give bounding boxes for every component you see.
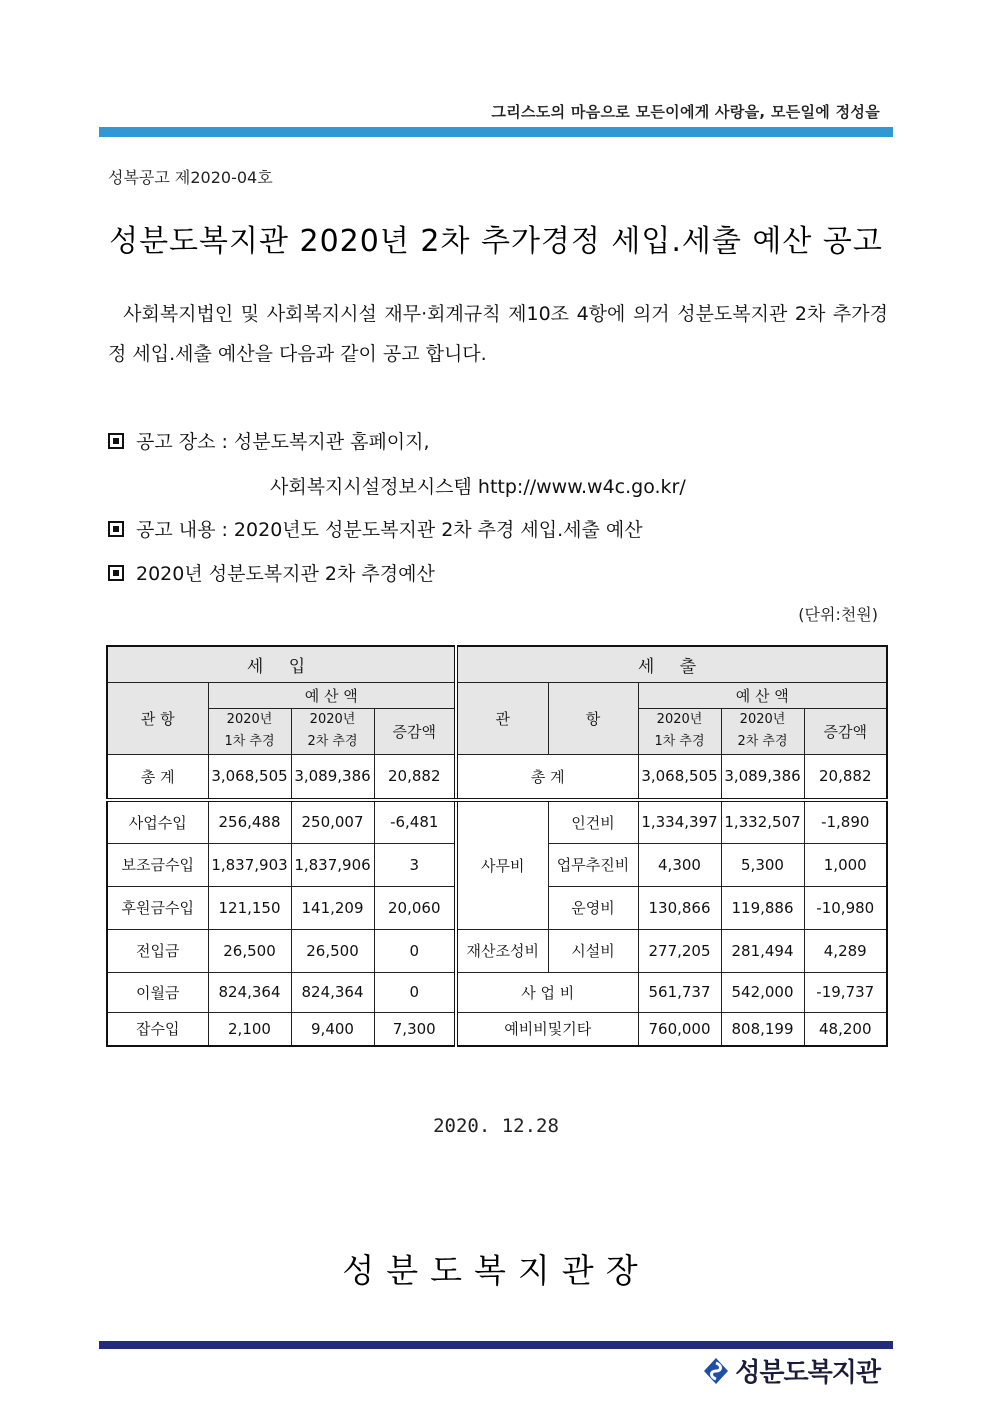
exp-gwan-office: 사무비	[456, 800, 548, 929]
rev-first: 824,364	[208, 972, 291, 1012]
revenue-section-header: 세 입	[107, 646, 456, 682]
header-exp-second: 2020년 2차 추경	[721, 708, 804, 754]
exp-first: 4,300	[638, 843, 721, 886]
rev-label: 잡수입	[107, 1012, 208, 1046]
table-row	[107, 929, 887, 972]
exp-second: 808,199	[721, 1012, 804, 1046]
total-rev-change: 20,882	[374, 754, 456, 800]
expense-section-header: 세 출	[456, 646, 887, 682]
total-exp-label: 총 계	[456, 754, 638, 800]
table-header-row	[107, 682, 887, 708]
square-bullet-icon	[108, 521, 124, 537]
header-expense-budget: 예 산 액	[638, 682, 887, 708]
exp-change: 48,200	[804, 1012, 887, 1046]
rev-second: 26,500	[291, 929, 374, 972]
header-gwanhang: 관 항	[107, 682, 208, 754]
header-rev-change: 증감액	[374, 708, 456, 754]
top-accent-bar	[99, 127, 893, 137]
rev-change: -6,481	[374, 800, 456, 843]
header-rev-first: 2020년 1차 추경	[208, 708, 291, 754]
place-label: 공고 장소 : 성분도복지관 홈페이지,	[136, 431, 430, 453]
rev-first: 26,500	[208, 929, 291, 972]
exp-change: -1,890	[804, 800, 887, 843]
exp-second: 281,494	[721, 929, 804, 972]
exp-label: 업무추진비	[548, 843, 638, 886]
exp-second: 5,300	[721, 843, 804, 886]
bullet-place	[108, 427, 430, 454]
unit-label: (단위:천원)	[798, 605, 878, 624]
rev-second: 250,007	[291, 800, 374, 843]
total-rev-second: 3,089,386	[291, 754, 374, 800]
logo-text: 성분도복지관	[735, 1358, 880, 1388]
rev-second: 824,364	[291, 972, 374, 1012]
rev-second: 9,400	[291, 1012, 374, 1046]
table-row	[107, 800, 887, 843]
table-row	[107, 972, 887, 1012]
rev-first: 1,837,903	[208, 843, 291, 886]
header-exp-change: 증감액	[804, 708, 887, 754]
logo-mark-icon	[701, 1356, 731, 1386]
content-label: 공고 내용 : 2020년도 성분도복지관 2차 추경 세입.세출 예산	[136, 519, 643, 541]
rev-label: 전입금	[107, 929, 208, 972]
budget-table	[106, 645, 888, 1047]
exp-label: 인건비	[548, 800, 638, 843]
rev-change: 7,300	[374, 1012, 456, 1046]
rev-change: 0	[374, 972, 456, 1012]
header-revenue-budget: 예 산 액	[208, 682, 456, 708]
exp-change: -19,737	[804, 972, 887, 1012]
total-exp-second: 3,089,386	[721, 754, 804, 800]
header-gwan: 관	[456, 682, 548, 754]
exp-first: 561,737	[638, 972, 721, 1012]
header-rev-second: 2020년 2차 추경	[291, 708, 374, 754]
exp-change: -10,980	[804, 886, 887, 929]
rev-first: 256,488	[208, 800, 291, 843]
exp-change: 1,000	[804, 843, 887, 886]
rev-second: 1,837,906	[291, 843, 374, 886]
rev-first: 121,150	[208, 886, 291, 929]
exp-label: 시설비	[548, 929, 638, 972]
rev-label: 후원금수입	[107, 886, 208, 929]
rev-change: 20,060	[374, 886, 456, 929]
bullet-place-line2: 사회복지시설정보시스템 http://www.w4c.go.kr/	[270, 476, 686, 498]
intro-text: 사회복지법인 및 사회복지시설 재무·회계규칙 제10조 4항에 의거 성분도복지관 2차 추가경정 세입.세출 예산을 다음과 같이 공고 합니다.	[108, 303, 888, 365]
exp-first: 1,334,397	[638, 800, 721, 843]
intro-paragraph	[108, 294, 888, 374]
exp-second: 542,000	[721, 972, 804, 1012]
signer-name: 성분도복지관장	[342, 1251, 650, 1290]
total-exp-change: 20,882	[804, 754, 887, 800]
total-label: 총 계	[107, 754, 208, 800]
budget-label: 2020년 성분도복지관 2차 추경예산	[136, 563, 435, 585]
document-number: 성복공고 제2020-04호	[108, 168, 273, 187]
exp-second: 119,886	[721, 886, 804, 929]
rev-second: 141,209	[291, 886, 374, 929]
header-hang: 항	[548, 682, 638, 754]
total-row	[107, 754, 887, 800]
header-exp-first: 2020년 1차 추경	[638, 708, 721, 754]
exp-label: 운영비	[548, 886, 638, 929]
exp-change: 4,289	[804, 929, 887, 972]
exp-gwan-reserve: 예비비및기타	[456, 1012, 638, 1046]
exp-second: 1,332,507	[721, 800, 804, 843]
bullet-content	[108, 515, 643, 542]
exp-first: 277,205	[638, 929, 721, 972]
motto-text: 그리스도의 마음으로 모든이에게 사랑을, 모든일에 정성을	[491, 103, 880, 121]
rev-label: 사업수입	[107, 800, 208, 843]
organization-logo	[701, 1352, 880, 1389]
square-bullet-icon	[108, 433, 124, 449]
notice-date: 2020. 12.28	[433, 1115, 559, 1137]
total-exp-first: 3,068,505	[638, 754, 721, 800]
page-title: 성분도복지관 2020년 2차 추가경정 세입.세출 예산 공고	[109, 224, 883, 259]
rev-first: 2,100	[208, 1012, 291, 1046]
bullet-budget	[108, 559, 435, 586]
table-row	[107, 1012, 887, 1046]
bottom-accent-bar	[99, 1341, 893, 1349]
rev-change: 3	[374, 843, 456, 886]
square-bullet-icon	[108, 565, 124, 581]
exp-first: 130,866	[638, 886, 721, 929]
rev-label: 보조금수입	[107, 843, 208, 886]
rev-label: 이월금	[107, 972, 208, 1012]
table-section-header-row	[107, 646, 887, 682]
rev-change: 0	[374, 929, 456, 972]
exp-gwan-business: 사 업 비	[456, 972, 638, 1012]
exp-gwan-asset: 재산조성비	[456, 929, 548, 972]
exp-first: 760,000	[638, 1012, 721, 1046]
total-rev-first: 3,068,505	[208, 754, 291, 800]
